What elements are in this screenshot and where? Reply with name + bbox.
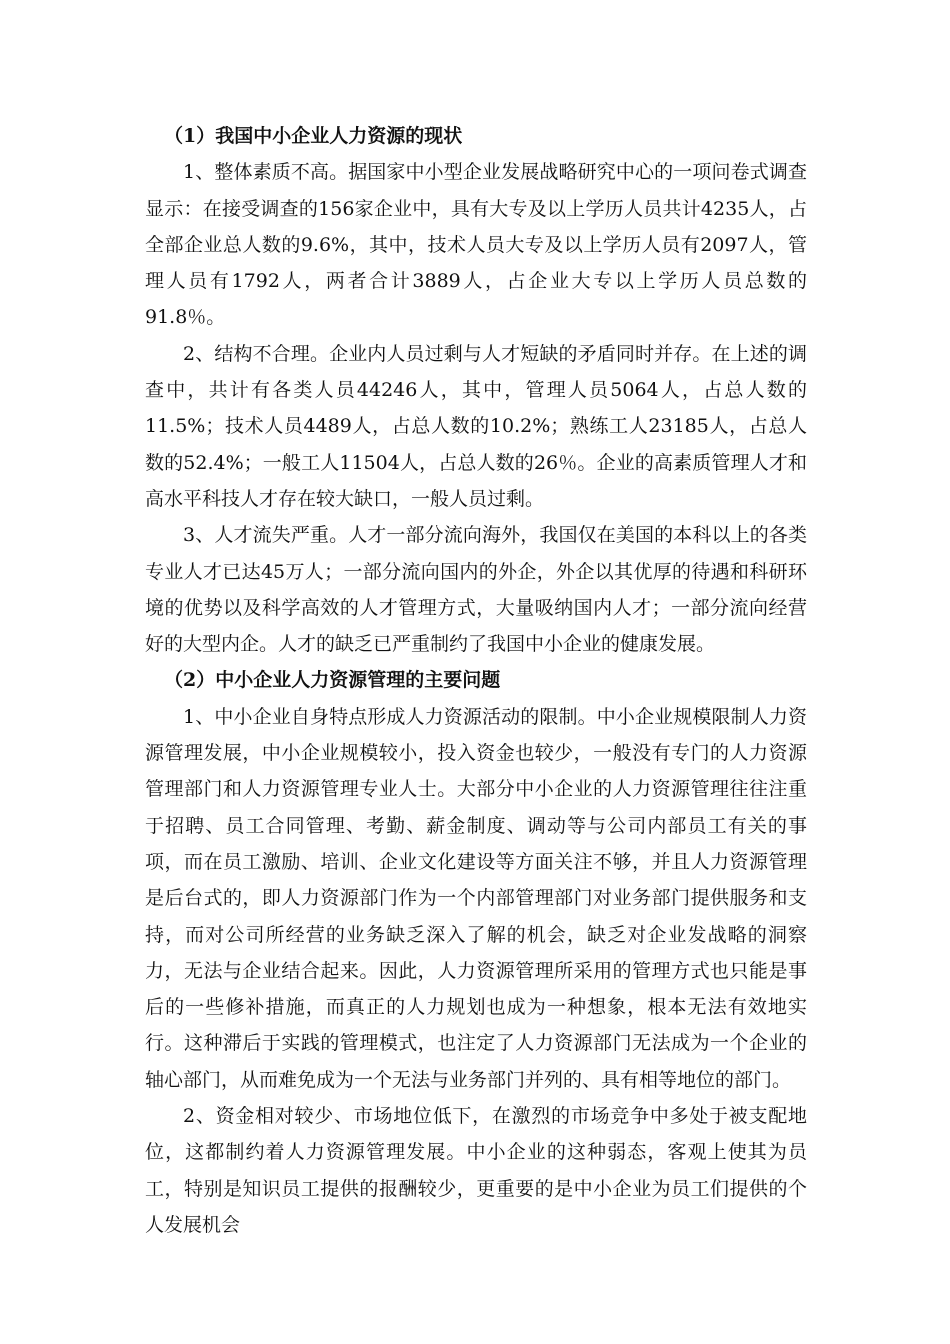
paragraph-1-1: 1、整体素质不高。据国家中小型企业发展战略研究中心的一项问卷式调查显示：在接受调查的156家企业中，具有大专及以上学历人员共计4235人，占全部企业总人数的9.6%，其中，技术人员大专及以上学历人员有2097人，管理人员有1792人，两者合计3889人，占企业大专以上学历人员总数的91.8％。 <box>145 161 807 329</box>
section-heading-2: （2）中小企业人力资源管理的主要问题 <box>164 669 501 692</box>
paragraph-2-1: 1、中小企业自身特点形成人力资源活动的限制。中小企业规模限制人力资源管理发展，中小企业规模较小，投入资金也较少，一般没有专门的人力资源管理部门和人力资源管理专业人士。大部分中小企业的人力资源管理往往注重于招聘、员工合同管理、考勤、薪金制度、调动等与公司内部员工有关的事项，而在员工激励、培训、企业文化建设等方面关注不够，并且人力资源管理是后台式的，即人力资源部门作为一个内部管理部门对业务部门提供服务和支持，而对公司所经营的业务缺乏深入了解的机会，缺乏对企业发战略的洞察力，无法与企业结合起来。因此，人力资源管理所采用的管理方式也只能是事后的一些修补措施，而真正的人力规划也成为一种想象，根本无法有效地实行。这种滞后于实践的管理模式，也注定了人力资源部门无法成为一个企业的轴心部门，从而难免成为一个无法与业务部门并列的、具有相等地位的部门。 <box>145 705 807 1091</box>
paragraph-2-2: 2、资金相对较少、市场地位低下，在激烈的市场竞争中多处于被支配地位，这都制约着人力资源管理发展。中小企业的这种弱态，客观上使其为员工，特别是知识员工提供的报酬较少，更重要的是中小企业为员工们提供的个人发展机会 <box>145 1105 807 1236</box>
paragraph-1-3: 3、人才流失严重。人才一部分流向海外，我国仅在美国的本科以上的各类专业人才已达45万人；一部分流向国内的外企，外企以其优厚的待遇和科研环境的优势以及科学高效的人才管理方式，大量吸纳国内人才；一部分流向经营好的大型内企。人才的缺乏已严重制约了我国中小企业的健康发展。 <box>145 524 807 656</box>
document-body <box>145 118 807 1243</box>
paragraph-1-2: 2、结构不合理。企业内人员过剩与人才短缺的矛盾同时并存。在上述的调查中，共计有各类人员44246人，其中，管理人员5064人，占总人数的11.5%；技术人员4489人，占总人数的10.2%；熟练工人23185人，占总人数的52.4%；一般工人11504人，占总人数的26％。企业的高素质管理人才和高水平科技人才存在较大缺口，一般人员过剩。 <box>145 342 807 510</box>
section-heading-1: （1）我国中小企业人力资源的现状 <box>164 125 463 147</box>
